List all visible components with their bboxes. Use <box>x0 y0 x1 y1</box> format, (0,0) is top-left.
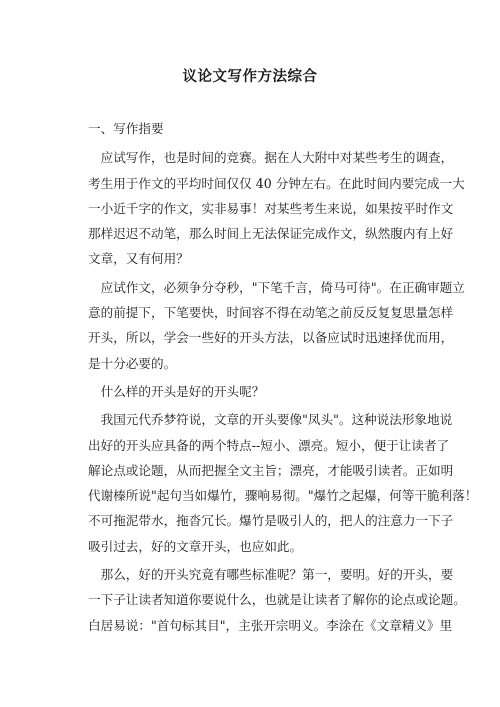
paragraph-line: 是十分必要的。 <box>88 355 177 371</box>
paragraph-line: 应试作文，必须争分夺秒，"下笔千言，倚马可待"。在正确审题立 <box>88 279 465 295</box>
paragraph-line: 意的前提下，下笔要快，时间容不得在动笔之前反反复复思量怎样 <box>88 305 454 321</box>
paragraph-line: 吸引过去，好的文章开头，也应如此。 <box>88 538 303 554</box>
paragraph-3 <box>88 379 424 404</box>
paragraph-line: 考生用于作文的平均时间仅仅 40 分钟左右。在此时间内要完成一大 <box>88 175 465 191</box>
paragraph-line: 开头，所以，学会一些好的开头方法，以备应试时迅速择优而用， <box>88 330 454 346</box>
paragraph-4 <box>88 407 478 559</box>
paragraph-line: 一小近千字的作文，实非易事！对某些考生来说，如果按平时作文 <box>88 200 454 216</box>
paragraph-line: 我国元代乔梦符说，文章的开头要像"凤头"。这种说法形象地说 <box>88 412 453 428</box>
paragraph-line: 不可拖泥带水，拖沓冗长。爆竹是吸引人的，把人的注意力一下子 <box>88 513 454 529</box>
paragraph-line: 应试写作，也是时间的竞赛。据在人大附中对某些考生的调查， <box>88 150 454 166</box>
paragraph-line: 那么，好的开头究竟有哪些标准呢？第一，要明。好的开头，要 <box>88 567 454 583</box>
paragraph-line: 那样迟迟不动笔，那么时间上无法保证完成作文，纵然腹内有上好 <box>88 226 454 242</box>
paragraph-line: 一下子让读者知道你要说什么，也就是让读者了解你的论点或论题。 <box>88 592 466 608</box>
paragraph-5 <box>88 562 466 638</box>
paragraph-line: 出好的开头应具备的两个特点--短小、漂亮。短小，便于让读者了 <box>88 437 450 453</box>
paragraph-line: 解论点或论题，从而把握全文主旨；漂亮，才能吸引读者。正如明 <box>88 462 454 478</box>
paragraph-1 <box>88 145 465 271</box>
document-body <box>88 116 478 641</box>
paragraph-2 <box>88 275 465 376</box>
paragraph-line: 文章，又有何用？ <box>88 251 189 267</box>
document-title: 议论文写作方法综合 <box>182 68 318 85</box>
paragraph-line: 代谢榛所说"起句当如爆竹，骤响易彻。"爆竹之起爆，何等干脆利落！ <box>88 488 478 504</box>
paragraph-line: 什么样的开头是好的开头呢？ <box>88 383 265 399</box>
paragraph-line: 白居易说："首句标其目"，主张开宗明义。李涂在《文章精义》里 <box>88 617 453 633</box>
section-heading: 一、写作指要 <box>88 121 164 136</box>
